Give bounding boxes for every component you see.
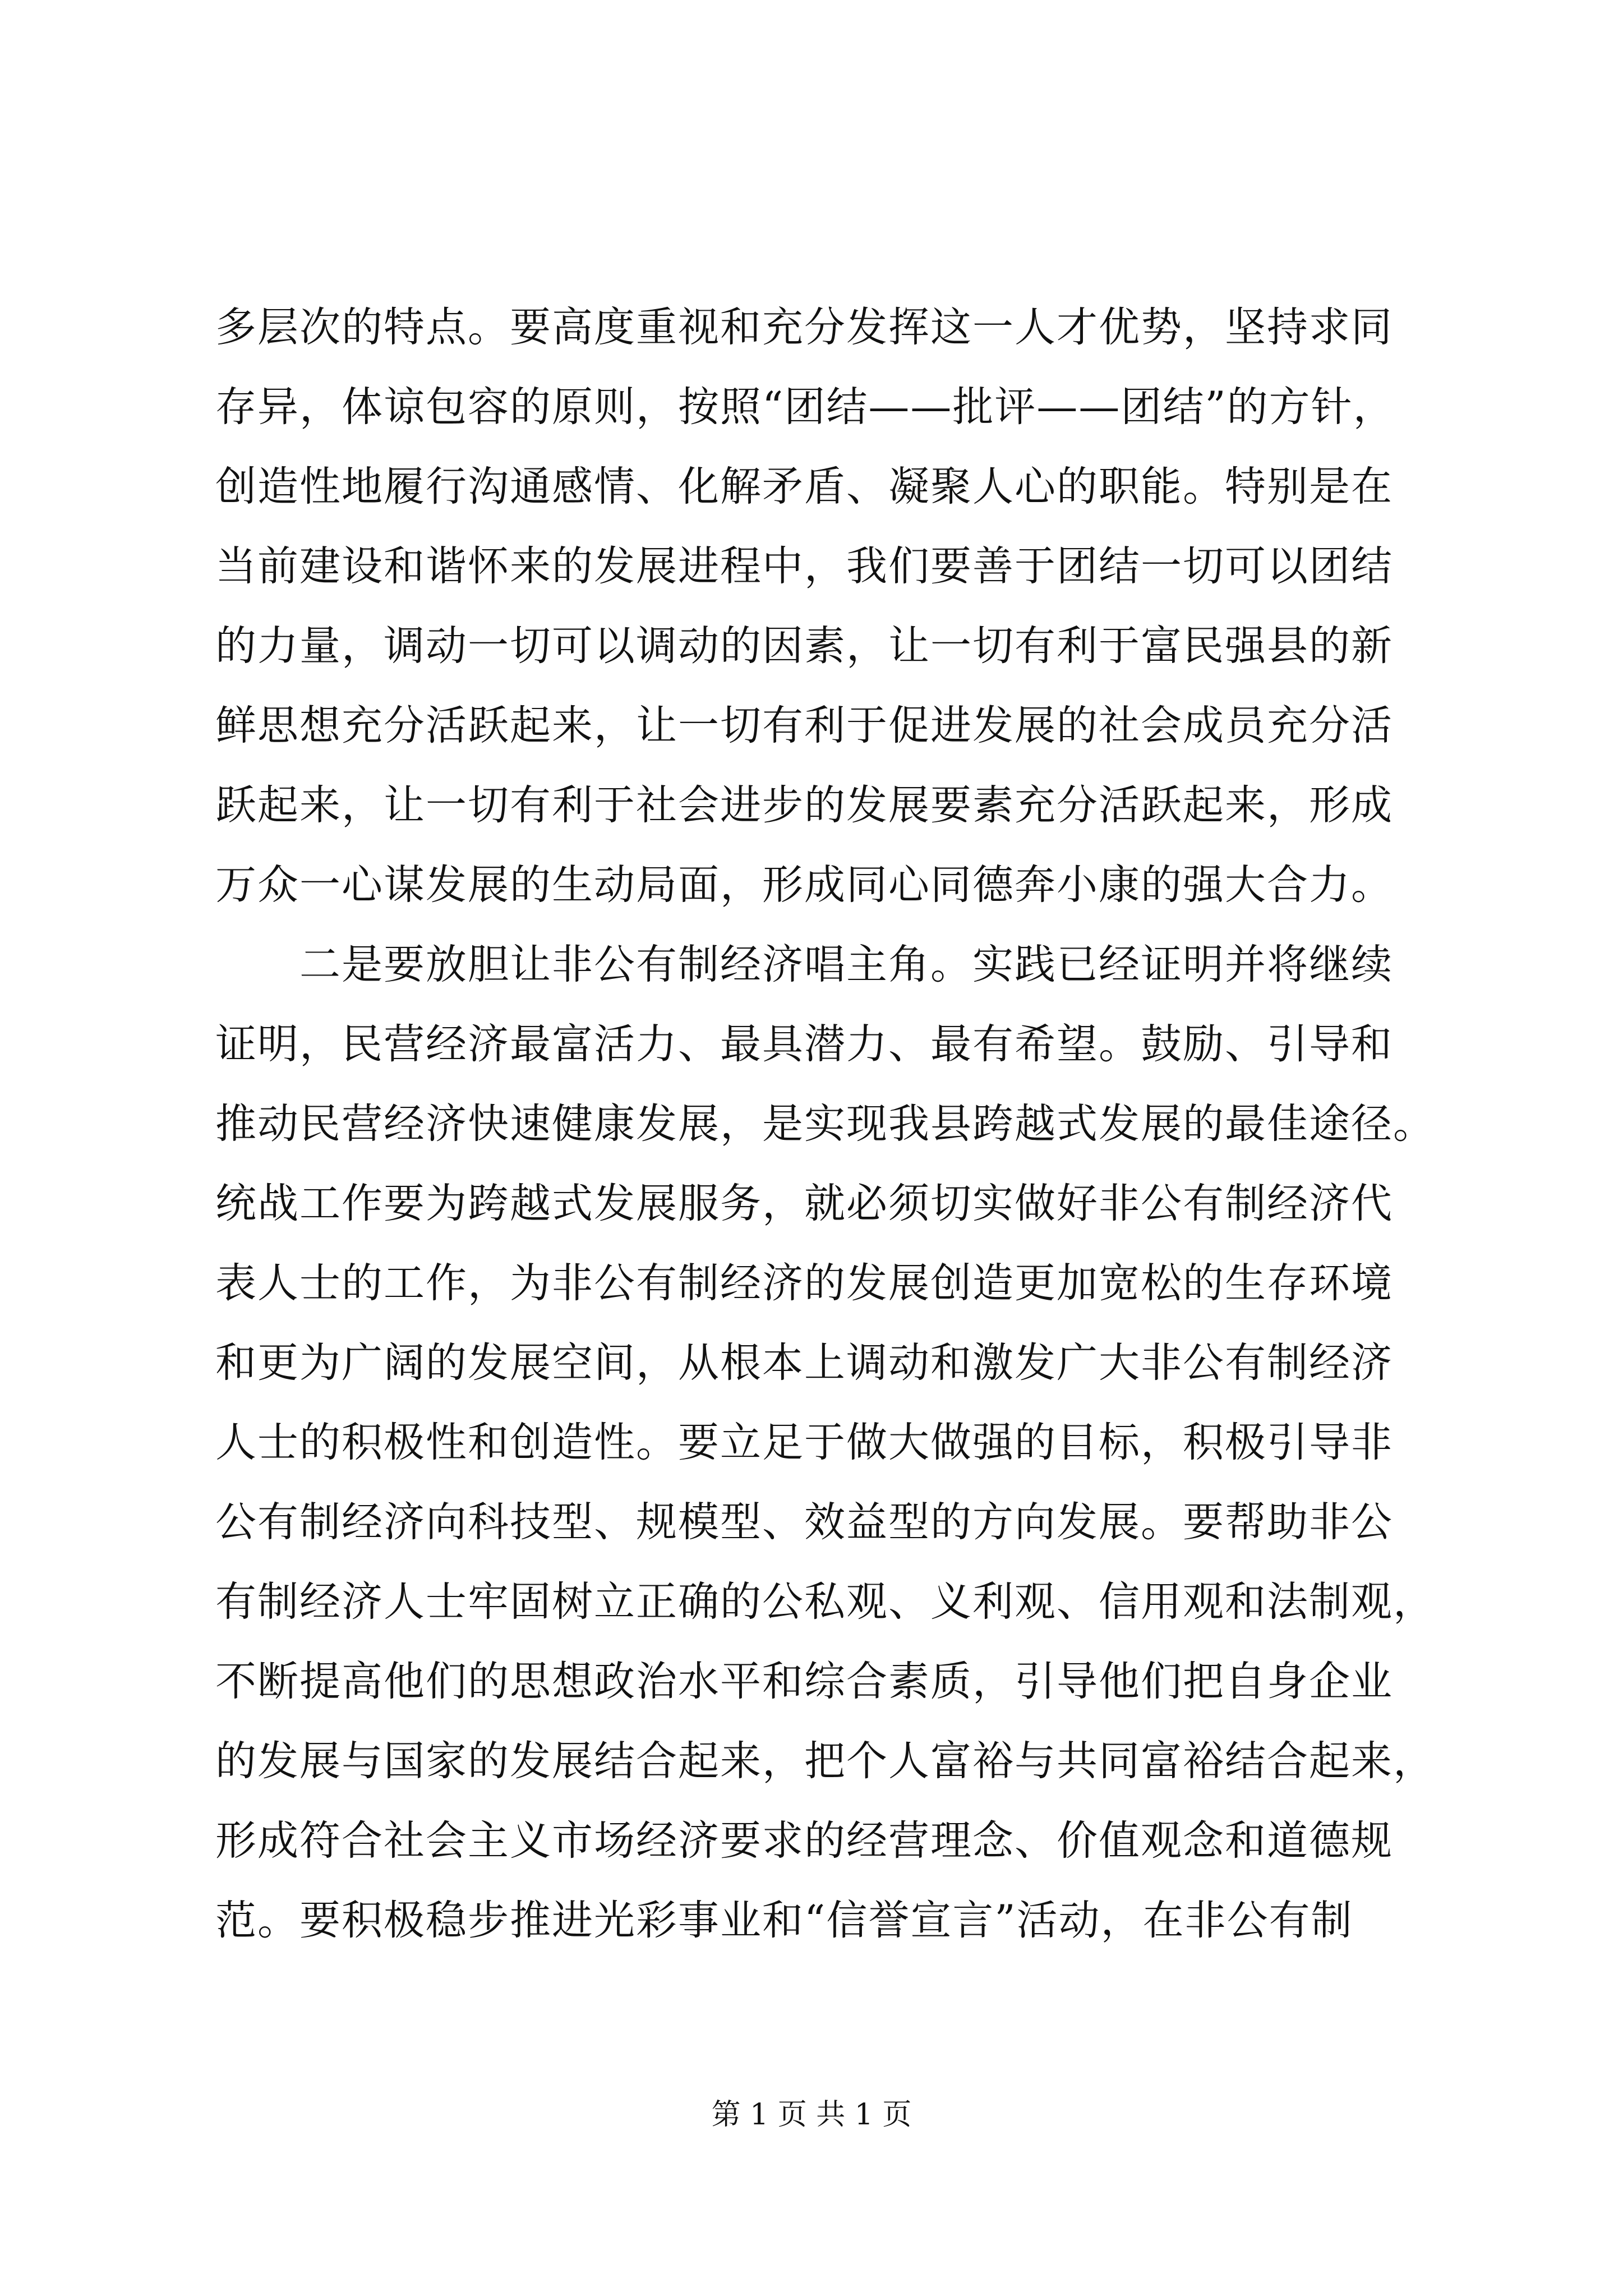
text-line: 当前建设和谐怀来的发展进程中，我们要善于团结一切可以团结 (215, 542, 1393, 590)
page-footer: 第 1 页 共 1 页 (711, 2098, 912, 2132)
text-line: 的发展与国家的发展结合起来，把个人富裕与共同富裕结合起来， (215, 1737, 1435, 1785)
text-line: 二是要放胆让非公有制经济唱主角。实践已经证明并将继续 (215, 941, 1393, 988)
text-line: 表人士的工作，为非公有制经济的发展创造更加宽松的生存环境 (215, 1259, 1393, 1307)
text-line: 创造性地履行沟通感情、化解矛盾、凝聚人心的职能。特别是在 (215, 463, 1393, 510)
text-line: 证明，民营经济最富活力、最具潜力、最有希望。鼓励、引导和 (215, 1020, 1393, 1068)
text-line: 和更为广阔的发展空间，从根本上调动和激发广大非公有制经济 (215, 1339, 1393, 1387)
body-text (215, 288, 1435, 1961)
text-line: 跃起来，让一切有利于社会进步的发展要素充分活跃起来，形成 (215, 781, 1393, 829)
text-line: 有制经济人士牢固树立正确的公私观、义利观、信用观和法制观， (215, 1578, 1435, 1626)
text-line: 不断提高他们的思想政治水平和综合素质，引导他们把自身企业 (215, 1658, 1393, 1705)
text-line: 鲜思想充分活跃起来，让一切有利于促进发展的社会成员充分活 (215, 702, 1393, 749)
text-line: 推动民营经济快速健康发展，是实现我县跨越式发展的最佳途径。 (215, 1100, 1435, 1148)
text-line: 形成符合社会主义市场经济要求的经营理念、价值观念和道德规 (215, 1817, 1393, 1865)
text-line: 统战工作要为跨越式发展服务，就必须切实做好非公有制经济代 (215, 1180, 1393, 1227)
text-line: 范。要积极稳步推进光彩事业和“信誉宣言”活动，在非公有制 (215, 1897, 1353, 1944)
text-line: 多层次的特点。要高度重视和充分发挥这一人才优势，坚持求同 (215, 303, 1393, 351)
text-line: 存异，体谅包容的原则，按照“团结——批评——团结”的方针， (215, 383, 1395, 431)
text-line: 公有制经济向科技型、规模型、效益型的方向发展。要帮助非公 (215, 1498, 1393, 1546)
text-line: 人士的积极性和创造性。要立足于做大做强的目标，积极引导非 (215, 1419, 1393, 1466)
text-line: 的力量，调动一切可以调动的因素，让一切有利于富民强县的新 (215, 622, 1393, 670)
text-line: 万众一心谋发展的生动局面，形成同心同德奔小康的强大合力。 (215, 861, 1393, 909)
